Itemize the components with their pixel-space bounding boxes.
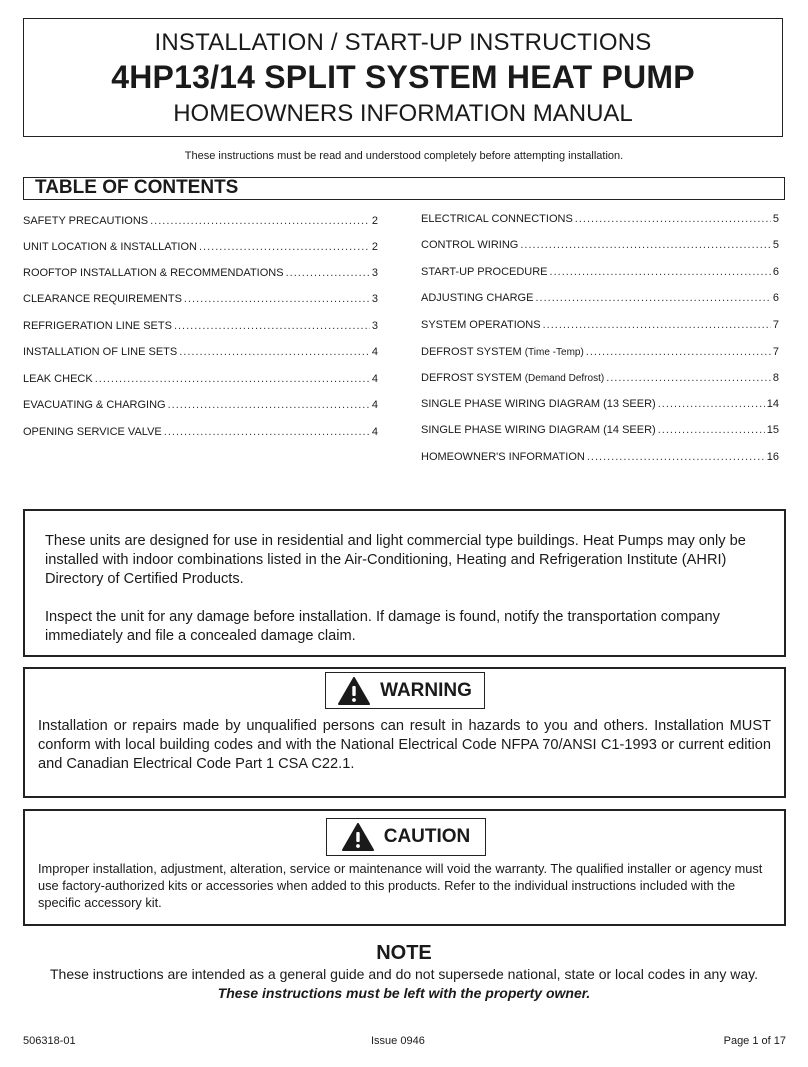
- toc-item[interactable]: [421, 451, 779, 463]
- leader-dots: [164, 426, 370, 438]
- warning-triangle-icon: [338, 677, 370, 705]
- toc-item-page: 7: [772, 319, 779, 331]
- toc-item[interactable]: [421, 398, 779, 410]
- toc-item-page: 15: [766, 424, 779, 436]
- toc-item-label-sub: (Demand Defrost): [524, 373, 605, 384]
- toc-item[interactable]: [421, 292, 779, 304]
- leader-dots: [184, 293, 370, 305]
- leader-dots: [174, 320, 370, 332]
- note-line-2: These instructions must be left with the property owner.: [217, 985, 591, 1001]
- caution-badge: [326, 818, 486, 856]
- toc-item-label: REFRIGERATION LINE SETS: [23, 320, 172, 332]
- intro-note: These instructions must be read and understood completely before attempting installation.: [184, 150, 624, 162]
- toc-item-page: 4: [371, 399, 378, 411]
- toc-item-label: SINGLE PHASE WIRING DIAGRAM (13 SEER): [421, 398, 656, 410]
- toc-item[interactable]: [23, 293, 378, 305]
- toc-item-label: ADJUSTING CHARGE: [421, 292, 534, 304]
- toc-item-page: 4: [371, 373, 378, 385]
- warning-box: [23, 667, 786, 798]
- toc-item-page: 2: [371, 241, 378, 253]
- leader-dots: [286, 267, 370, 279]
- toc-item-label: ELECTRICAL CONNECTIONS: [421, 213, 573, 225]
- info-box: [23, 509, 786, 657]
- toc-item-page: 6: [772, 292, 779, 304]
- warning-label: WARNING: [380, 679, 472, 701]
- leader-dots: [535, 292, 770, 304]
- title-line-2: 4HP13/14 SPLIT SYSTEM HEAT PUMP: [111, 59, 695, 95]
- toc-item-page: 4: [371, 426, 378, 438]
- toc-item[interactable]: [23, 215, 378, 227]
- info-paragraph-2: Inspect the unit for any damage before installation. If damage is found, notify the transportation company immediately and file a concealed damage claim.: [45, 609, 720, 644]
- caution-box: [23, 809, 786, 926]
- toc-item[interactable]: [421, 346, 779, 358]
- toc-item[interactable]: [23, 373, 378, 385]
- toc-item[interactable]: [421, 372, 779, 384]
- toc-item-label: LEAK CHECK: [23, 373, 93, 385]
- leader-dots: [587, 451, 765, 463]
- leader-dots: [606, 372, 771, 384]
- toc-item[interactable]: [23, 267, 378, 279]
- toc-item[interactable]: [421, 239, 779, 251]
- toc-item-label: INSTALLATION OF LINE SETS: [23, 346, 178, 358]
- footer-doc-number: 506318-01: [23, 1035, 76, 1047]
- toc-item-page: 8: [772, 372, 779, 384]
- caution-label: CAUTION: [383, 826, 471, 847]
- toc-item-label-sub: (Time -Temp): [524, 347, 584, 358]
- toc-item[interactable]: [421, 319, 779, 331]
- toc-item-page: 7: [772, 346, 779, 358]
- footer-page: Page 1 of 17: [723, 1035, 786, 1047]
- toc-title: TABLE OF CONTENTS: [35, 177, 239, 198]
- leader-dots: [575, 213, 771, 225]
- warning-text: Installation or repairs made by unqualified persons can result in hazards to you and others. Installation MUST conform with local building codes and with the National Electrical Code NFPA 70/ANSI C1-1993 or current edition and Canadian Electrical Code Part 1 CSA C22.1.: [38, 718, 771, 772]
- caution-text: Improper installation, adjustment, alteration, service or maintenance will void the warranty. The qualified installer or agency must use factory-authorized kits or accessories when added to this products. Refer to the individual instructions included with the specific accessory kit.: [38, 861, 763, 910]
- toc-item-page: 5: [772, 239, 779, 251]
- footer-issue: Issue 0946: [371, 1035, 425, 1047]
- toc-item-label: SINGLE PHASE WIRING DIAGRAM (14 SEER): [421, 424, 656, 436]
- toc-item-label: SYSTEM OPERATIONS: [421, 319, 541, 331]
- toc-item[interactable]: [23, 320, 378, 332]
- toc-item-page: 5: [772, 213, 779, 225]
- toc-item-label: [421, 372, 604, 384]
- toc-item-page: 3: [371, 320, 378, 332]
- leader-dots: [150, 215, 370, 227]
- warning-badge: [325, 672, 485, 709]
- toc-item-label-main: DEFROST SYSTEM: [421, 346, 522, 358]
- leader-dots: [550, 266, 771, 278]
- toc-item[interactable]: [23, 241, 378, 253]
- toc-item-label: CLEARANCE REQUIREMENTS: [23, 293, 182, 305]
- leader-dots: [658, 398, 765, 410]
- caution-triangle-icon: [342, 823, 374, 851]
- note-heading: NOTE: [376, 942, 432, 964]
- toc-item-label: EVACUATING & CHARGING: [23, 399, 166, 411]
- toc-item-page: 3: [371, 293, 378, 305]
- toc-item-label: ROOFTOP INSTALLATION & RECOMMENDATIONS: [23, 267, 284, 279]
- note-line-1: These instructions are intended as a general guide and do not supersede national, state or local codes in any way.: [50, 966, 758, 982]
- toc-item-label: OPENING SERVICE VALVE: [23, 426, 162, 438]
- toc-item[interactable]: [23, 346, 378, 358]
- toc-item-label: SAFETY PRECAUTIONS: [23, 215, 149, 227]
- toc-item-label: START-UP PROCEDURE: [421, 266, 548, 278]
- toc-header: [23, 177, 785, 200]
- leader-dots: [179, 346, 370, 358]
- leader-dots: [586, 346, 771, 358]
- toc-item-page: 2: [371, 215, 378, 227]
- title-line-1: INSTALLATION / START-UP INSTRUCTIONS: [154, 29, 652, 56]
- leader-dots: [543, 319, 771, 331]
- toc-item-label: HOMEOWNER'S INFORMATION: [421, 451, 585, 463]
- leader-dots: [199, 241, 370, 253]
- toc-item[interactable]: [421, 424, 779, 436]
- toc-item[interactable]: [23, 426, 378, 438]
- leader-dots: [658, 424, 765, 436]
- leader-dots: [95, 373, 370, 385]
- toc-item-label: [421, 346, 584, 358]
- toc-item-page: 4: [371, 346, 378, 358]
- toc-item-page: 3: [371, 267, 378, 279]
- toc-item-label-main: DEFROST SYSTEM: [421, 372, 522, 384]
- toc-item[interactable]: [421, 266, 779, 278]
- toc-item[interactable]: [421, 213, 779, 225]
- toc-item-page: 6: [772, 266, 779, 278]
- toc-item[interactable]: [23, 399, 378, 411]
- toc-item-page: 14: [766, 398, 779, 410]
- leader-dots: [168, 399, 370, 411]
- toc-item-label: UNIT LOCATION & INSTALLATION: [23, 241, 197, 253]
- document-title-block: [23, 18, 783, 137]
- toc-item-page: 16: [766, 451, 779, 463]
- leader-dots: [520, 239, 771, 251]
- info-paragraph-1: These units are designed for use in residential and light commercial type buildings. Heat Pumps may only be installed with indoor combinations listed in the Air-Conditioning, Heating and Refrigeration Institute (AHRI) Directory of Certified Products.: [45, 533, 746, 587]
- toc-item-label: CONTROL WIRING: [421, 239, 519, 251]
- title-line-3: HOMEOWNERS INFORMATION MANUAL: [173, 100, 633, 127]
